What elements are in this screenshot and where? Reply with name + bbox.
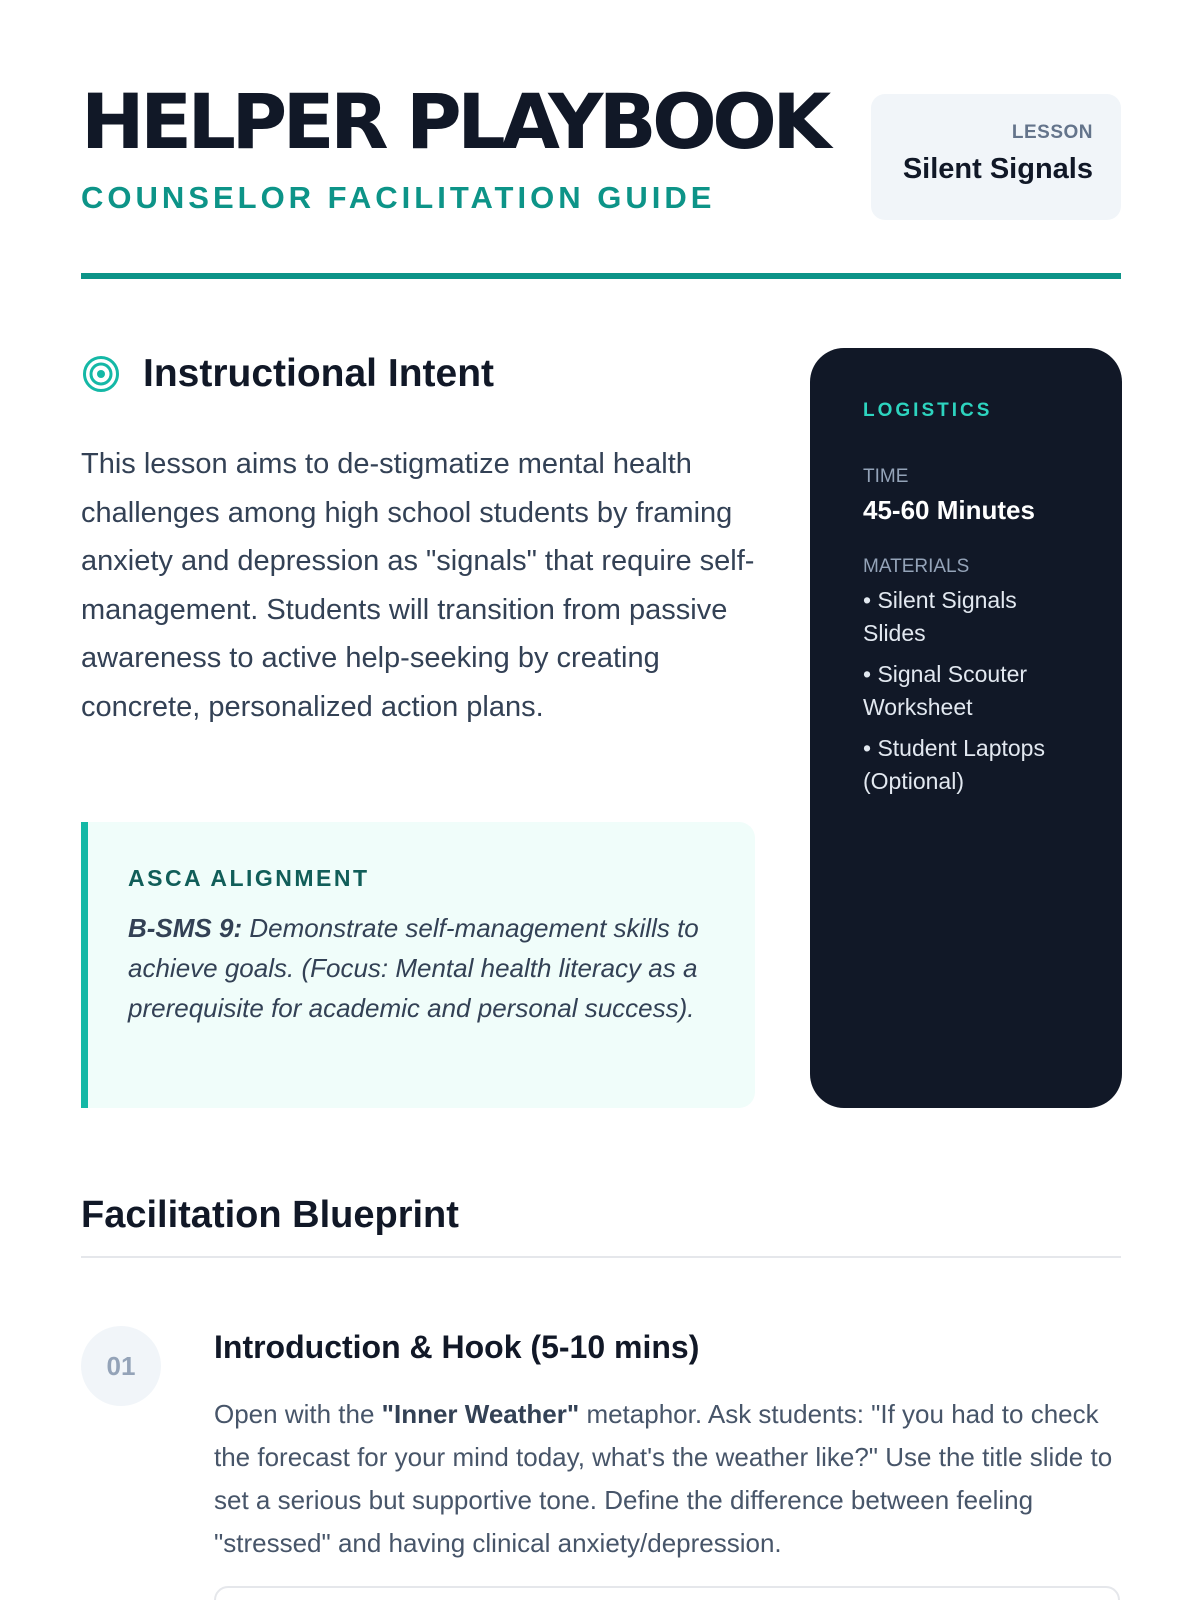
intent-title: Instructional Intent xyxy=(143,352,494,395)
materials-label: MATERIALS xyxy=(863,556,970,577)
logistics-panel xyxy=(810,348,1122,1108)
blueprint-divider xyxy=(81,1256,1121,1258)
page-subtitle: COUNSELOR FACILITATION GUIDE xyxy=(81,180,716,215)
page-header xyxy=(81,77,1121,280)
asca-standard xyxy=(128,908,715,1028)
time-value: 45-60 Minutes xyxy=(863,495,1035,525)
page-title: HELPER PLAYBOOK xyxy=(81,77,827,166)
step-number-badge: 01 xyxy=(81,1326,161,1406)
step-highlight: "Inner Weather" xyxy=(381,1399,580,1429)
intent-heading xyxy=(81,350,494,398)
lesson-name: Silent Signals xyxy=(902,153,1093,185)
blueprint-title: Facilitation Blueprint xyxy=(81,1194,459,1236)
materials-item: • Silent Signals Slides xyxy=(863,587,1017,646)
materials-item: • Student Laptops (Optional) xyxy=(863,735,1045,794)
asca-description: Demonstrate self-management skills to achieve goals. (Focus: Mental health literacy as a prerequisite for academic and personal success). xyxy=(128,913,699,1023)
step-text: metaphor. Ask students: "If you had to check the forecast for your mind today, what's the weather like?" Use the title slide to set a serious but supportive tone. Define the difference between feeling "stressed" and having clinical anxiety/depression. xyxy=(214,1399,1113,1558)
intent-description: This lesson aims to de-stigmatize mental health challenges among high school students by framing anxiety and depression as "signals" that require self-management. Students will transition from passive awareness to active help-seeking by creating concrete, personalized action plans. xyxy=(81,448,755,723)
asca-label: ASCA ALIGNMENT xyxy=(128,865,370,891)
time-label: TIME xyxy=(863,466,909,487)
asca-alignment-callout xyxy=(81,822,755,1108)
logistics-label: LOGISTICS xyxy=(863,400,993,421)
asca-code: B-SMS 9: xyxy=(128,913,243,943)
lesson-label: LESSON xyxy=(1011,122,1093,143)
step-text: Open with the xyxy=(214,1399,382,1429)
header-divider xyxy=(81,273,1121,279)
step-description xyxy=(214,1393,1120,1565)
materials-list xyxy=(863,584,1082,798)
lesson-card xyxy=(871,94,1121,220)
step-detail-box xyxy=(214,1586,1120,1600)
target-icon xyxy=(81,354,121,394)
materials-item: • Signal Scouter Worksheet xyxy=(863,661,1028,720)
step-title: Introduction & Hook (5-10 mins) xyxy=(214,1329,700,1365)
